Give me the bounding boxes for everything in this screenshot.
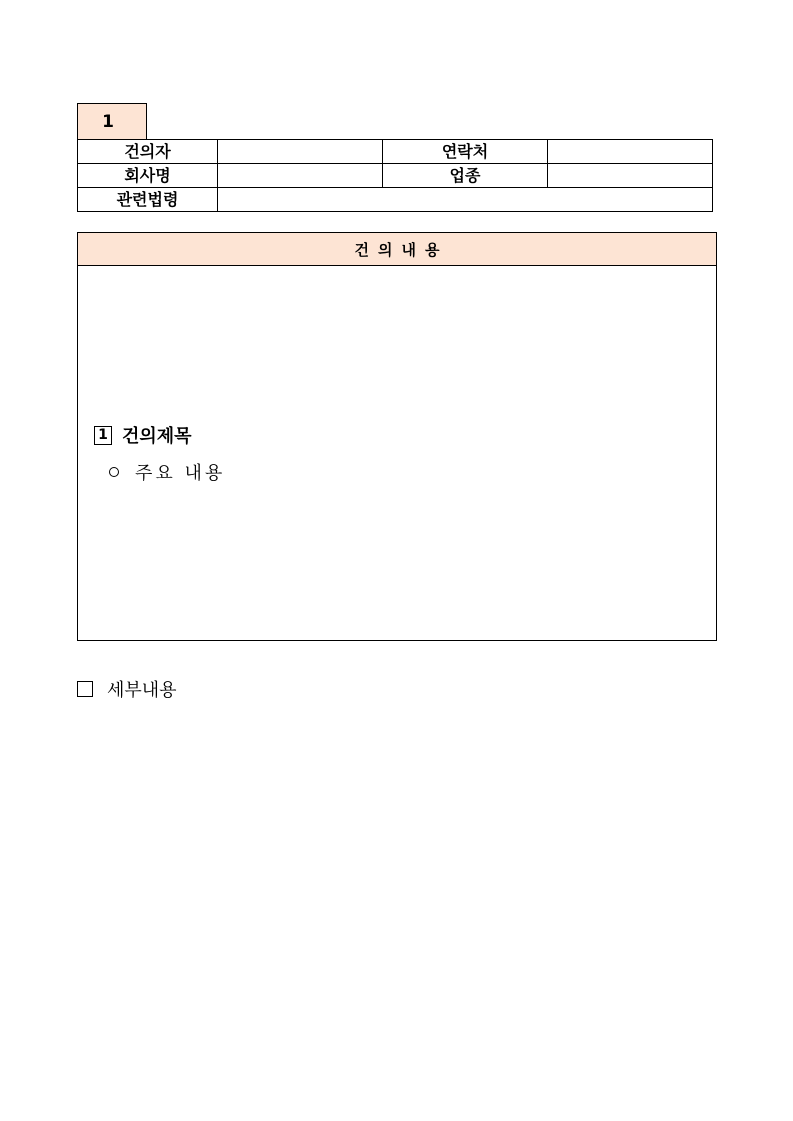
details-label: 세부내용 [107,680,177,701]
company-value[interactable] [218,164,383,188]
boxed-number-icon: 1 [94,426,112,445]
proposer-label: 건의자 [78,140,218,164]
info-row-law [78,188,713,212]
item-number-cell [77,103,147,139]
main-content-bullet[interactable] [109,459,225,485]
item-number: 1 [102,111,114,132]
proposal-title-line[interactable] [94,422,192,448]
contact-value[interactable] [548,140,713,164]
proposer-info-table [77,139,713,212]
proposal-title: 건의제목 [122,426,192,447]
details-line[interactable] [77,676,177,702]
info-row-proposer [78,140,713,164]
company-label: 회사명 [78,164,218,188]
info-row-company [78,164,713,188]
industry-label: 업종 [383,164,548,188]
industry-value[interactable] [548,164,713,188]
main-content-text: 주요 내용 [135,463,226,484]
law-value[interactable] [218,188,713,212]
square-bullet-icon [77,681,93,697]
proposal-content-box [77,232,717,641]
circle-bullet-icon [109,467,119,477]
law-label: 관련법령 [78,188,218,212]
content-header: 건의내용 [78,233,716,266]
proposer-value[interactable] [218,140,383,164]
contact-label: 연락처 [383,140,548,164]
